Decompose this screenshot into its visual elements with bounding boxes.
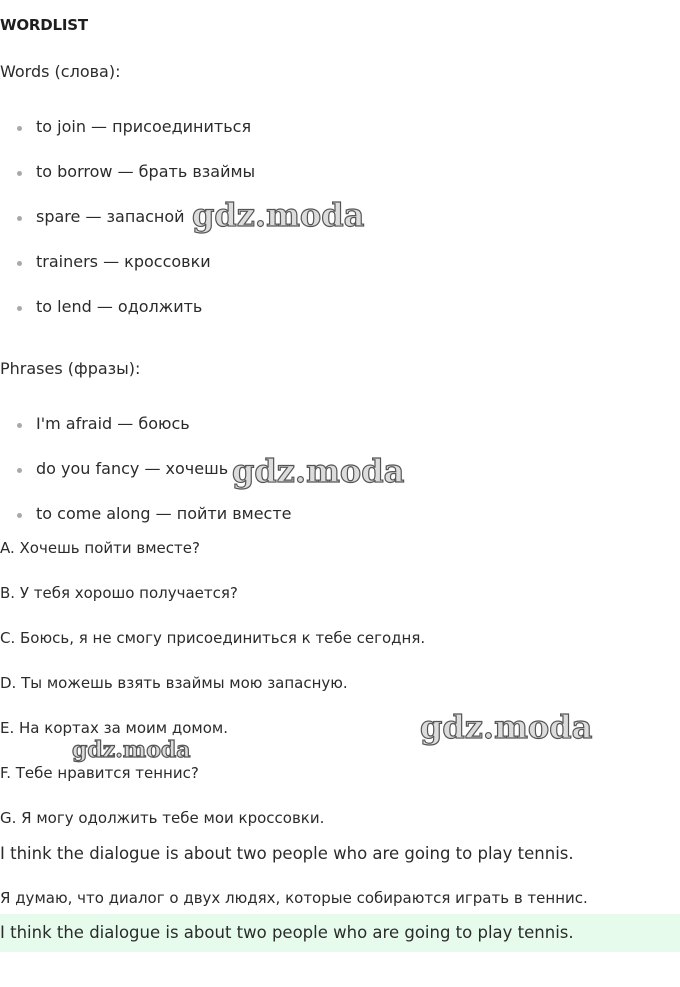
bullet-icon	[17, 126, 22, 131]
option-b: B. У тебя хорошо получается?	[0, 584, 238, 602]
bullet-icon	[17, 423, 22, 428]
answer-russian: Я думаю, что диалог о двух людях, которые собираются играть в теннис.	[0, 889, 588, 907]
option-f: F. Тебе нравится теннис?	[0, 764, 199, 782]
watermark-logo: gdz.moda	[192, 196, 365, 234]
watermark-logo: gdz.moda	[72, 737, 191, 763]
words-label: Words (слова):	[0, 62, 121, 81]
bullet-icon	[17, 261, 22, 266]
bullet-icon	[17, 216, 22, 221]
option-d: D. Ты можешь взять взаймы мою запасную.	[0, 674, 348, 692]
option-c: C. Боюсь, я не смогу присоединиться к тебе сегодня.	[0, 629, 426, 647]
bullet-icon	[17, 171, 22, 176]
highlighted-answer-text: I think the dialogue is about two people who are going to play tennis.	[0, 923, 574, 942]
watermark-logo: gdz.moda	[420, 708, 593, 746]
highlighted-answer	[0, 914, 680, 952]
phrases-label: Phrases (фразы):	[0, 359, 141, 378]
bullet-icon	[17, 306, 22, 311]
answer-english: I think the dialogue is about two people who are going to play tennis.	[0, 844, 574, 863]
watermark-logo: gdz.moda	[232, 452, 405, 490]
wordlist-heading: WORDLIST	[0, 16, 88, 34]
bullet-icon	[17, 513, 22, 518]
bullet-icon	[17, 468, 22, 473]
option-a: A. Хочешь пойти вместе?	[0, 539, 200, 557]
option-e: E. На кортах за моим домом.	[0, 719, 228, 737]
option-g: G. Я могу одолжить тебе мои кроссовки.	[0, 809, 325, 827]
